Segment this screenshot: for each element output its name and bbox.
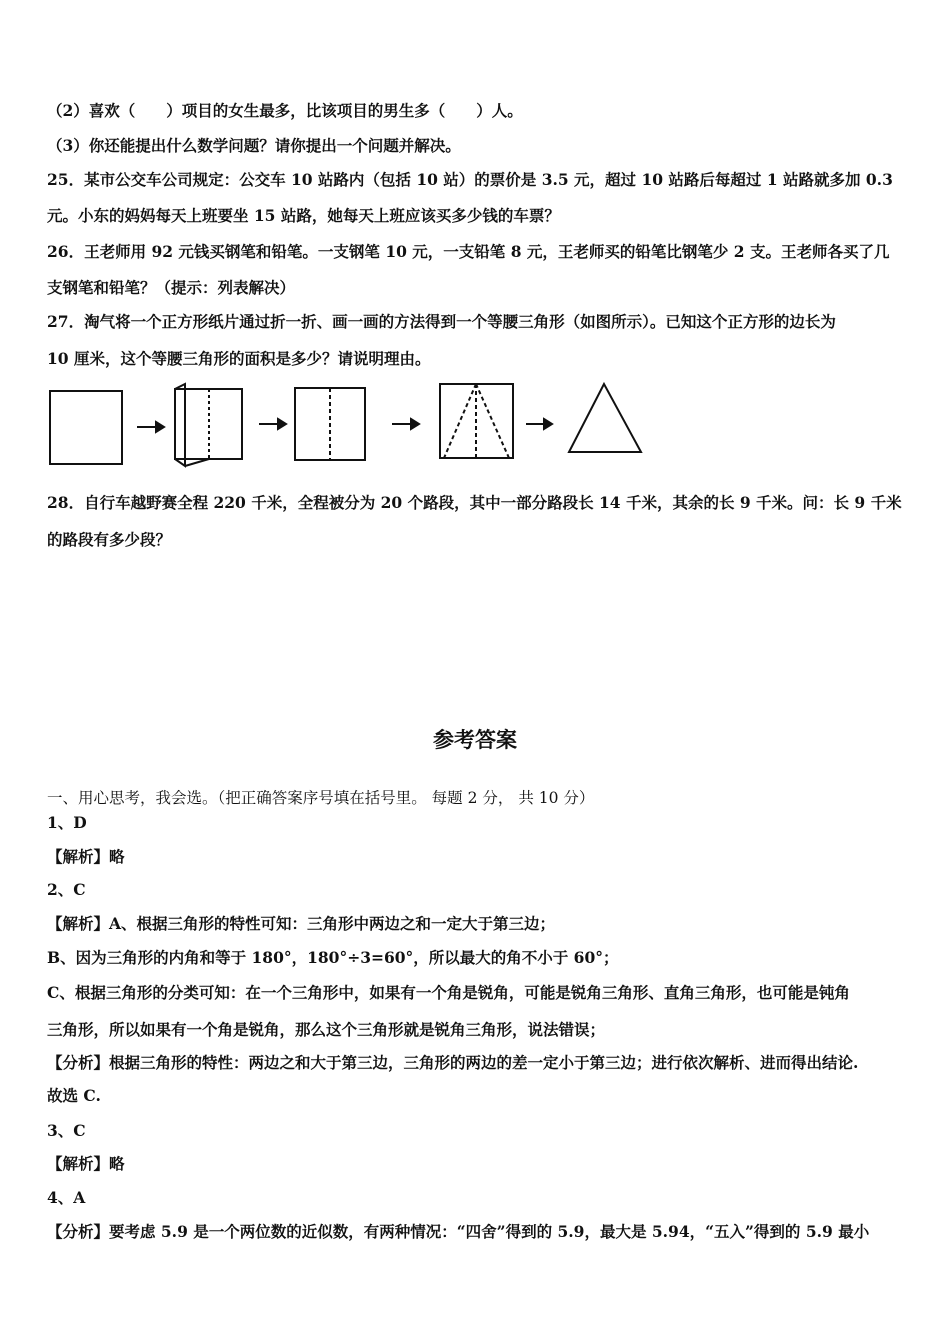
q25-line1: 25．某市公交车公司规定：公交车 10 站路内（包括 10 站）的票价是 3.5 元，超过 10 站路后每超过 1 站路就多加 0.3 bbox=[47, 170, 893, 189]
q27-line2: 10 厘米，这个等腰三角形的面积是多少？请说明理由。 bbox=[47, 349, 431, 368]
arrow-right-icon bbox=[526, 419, 552, 429]
q28-line2: 的路段有多少段？ bbox=[47, 530, 172, 549]
isosceles-triangle-shape bbox=[569, 384, 641, 452]
answer-2-analysis-c1: C、根据三角形的分类可知：在一个三角形中，如果有一个角是锐角，可能是锐角三角形、直角三角形，也可能是钝角 bbox=[47, 983, 850, 1002]
square-shape bbox=[50, 391, 122, 464]
folding-paper-shape bbox=[175, 384, 242, 466]
q28-line1: 28．自行车越野赛全程 220 千米，全程被分为 20 个路段，其中一部分路段长 14 千米，其余的长 9 千米。问：长 9 千米 bbox=[47, 493, 902, 512]
arrow-right-icon bbox=[259, 419, 286, 429]
q26-line1: 26．王老师用 92 元钱买钢笔和铅笔。一支钢笔 10 元，一支铅笔 8 元，王老师买的铅笔比钢笔少 2 支。王老师各买了几 bbox=[47, 242, 890, 261]
q25-line2: 元。小东的妈妈每天上班要坐 15 站路，她每天上班应该买多少钱的车票？ bbox=[47, 206, 560, 225]
creased-square-shape bbox=[295, 388, 365, 460]
answer-4: 4、A bbox=[47, 1188, 86, 1207]
answer-2-conclusion: 故选 C. bbox=[47, 1086, 101, 1105]
answer-2-analysis-c2: 三角形，所以如果有一个角是锐角，那么这个三角形就是锐角三角形，说法错误； bbox=[47, 1020, 606, 1039]
answer-3: 3、C bbox=[47, 1121, 86, 1140]
answer-2-analysis-a: 【解析】A、根据三角形的特性可知：三角形中两边之和一定大于第三边； bbox=[47, 914, 556, 933]
answer-2-analysis-b: B、因为三角形的内角和等于 180°，180°÷3=60°，所以最大的角不小于 60°； bbox=[47, 948, 619, 967]
q24-part3: （3）你还能提出什么数学问题？请你提出一个问题并解决。 bbox=[47, 136, 461, 155]
paper-folding-figure bbox=[44, 378, 654, 472]
answer-2-fenxi: 【分析】根据三角形的特性：两边之和大于第三边，三角形的两边的差一定小于第三边；进行依次解析、进而得出结论. bbox=[47, 1053, 859, 1072]
answer-4-fenxi: 【分析】要考虑 5.9 是一个两位数的近似数，有两种情况：“四舍”得到的 5.9，最大是 5.94，“五入”得到的 5.9 最小 bbox=[47, 1222, 870, 1241]
answer-3-analysis: 【解析】略 bbox=[47, 1154, 125, 1173]
arrow-right-icon bbox=[392, 419, 419, 429]
answer-1-analysis: 【解析】略 bbox=[47, 847, 125, 866]
q24-part2: （2）喜欢（ ）项目的女生最多，比该项目的男生多（ ）人。 bbox=[47, 101, 523, 120]
answer-1: 1、D bbox=[47, 813, 87, 832]
answer-key-title: 参考答案 bbox=[433, 727, 517, 752]
answer-2: 2、C bbox=[47, 880, 86, 899]
section1-header: 一、用心思考，我会选。（把正确答案序号填在括号里。 每题 2 分， 共 10 分） bbox=[47, 789, 595, 807]
square-with-triangle-shape bbox=[440, 384, 513, 458]
q27-line1: 27．淘气将一个正方形纸片通过折一折、画一画的方法得到一个等腰三角形（如图所示）。已知这个正方形的边长为 bbox=[47, 312, 836, 331]
arrow-right-icon bbox=[137, 422, 164, 432]
q26-line2: 支钢笔和铅笔？（提示：列表解决） bbox=[47, 278, 296, 297]
